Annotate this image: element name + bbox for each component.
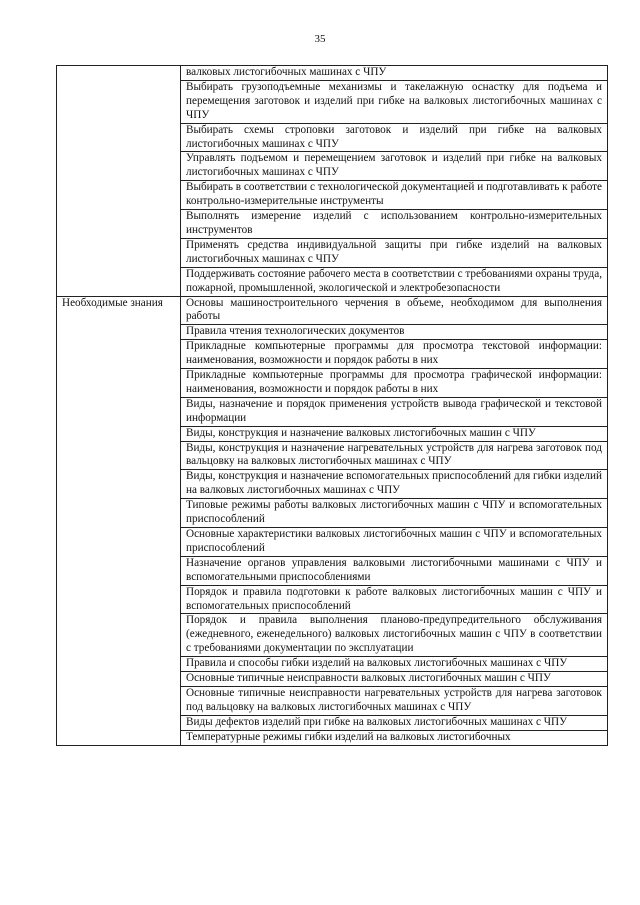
row-item: Виды, конструкция и назначение вспомогательных приспособлений для гибки изделий на валковых листогибочных машинах с ЧПУ bbox=[181, 470, 608, 499]
page-number: 35 bbox=[314, 33, 326, 45]
row-item: Прикладные компьютерные программы для просмотра текстовой информации: наименования, возможности и порядок работы в них bbox=[181, 340, 608, 369]
row-item: Основные типичные неисправности нагревательных устройств для нагрева заготовок под вальцовку на валковых листогибочных машинах с ЧПУ bbox=[181, 686, 608, 715]
row-item: Правила и способы гибки изделий на валковых листогибочных машинах с ЧПУ bbox=[181, 657, 608, 672]
row-item: Прикладные компьютерные программы для просмотра графической информации: наименования, возможности и порядок работы в них bbox=[181, 369, 608, 398]
table-body bbox=[57, 66, 608, 746]
row-label: Необходимые знания bbox=[57, 296, 181, 745]
row-item: Виды, назначение и порядок применения устройств вывода графической и текстовой информации bbox=[181, 397, 608, 426]
row-item: Основы машиностроительного черчения в объеме, необходимом для выполнения работы bbox=[181, 296, 608, 325]
row-item: валковых листогибочных машинах с ЧПУ bbox=[181, 66, 608, 81]
row-item: Основные типичные неисправности валковых листогибочных машин с ЧПУ bbox=[181, 672, 608, 687]
row-item: Поддерживать состояние рабочего места в соответствии с требованиями охраны труда, пожарной, промышленной, экологической и электробезопасности bbox=[181, 267, 608, 296]
table-row bbox=[57, 66, 608, 81]
row-item: Назначение органов управления валковыми листогибочными машинами с ЧПУ и вспомогательными приспособлениями bbox=[181, 556, 608, 585]
row-item: Выбирать схемы строповки заготовок и изделий при гибке на валковых листогибочных машинах с ЧПУ bbox=[181, 123, 608, 152]
row-item: Управлять подъемом и перемещением заготовок и изделий при гибке на валковых листогибочных машинах с ЧПУ bbox=[181, 152, 608, 181]
row-item: Основные характеристики валковых листогибочных машин с ЧПУ и вспомогательных приспособлений bbox=[181, 528, 608, 557]
table-row bbox=[57, 296, 608, 325]
row-item: Виды, конструкция и назначение нагревательных устройств для нагрева заготовок под вальцовку на валковых листогибочных машинах с ЧПУ bbox=[181, 441, 608, 470]
row-label bbox=[57, 66, 181, 297]
row-item: Выполнять измерение изделий с использованием контрольно-измерительных инструментов bbox=[181, 210, 608, 239]
row-item: Типовые режимы работы валковых листогибочных машин с ЧПУ и вспомогательных приспособлений bbox=[181, 499, 608, 528]
requirements-table bbox=[56, 65, 608, 746]
row-item: Виды дефектов изделий при гибке на валковых листогибочных машинах с ЧПУ bbox=[181, 715, 608, 730]
row-item: Применять средства индивидуальной защиты при гибке изделий на валковых листогибочных машинах с ЧПУ bbox=[181, 238, 608, 267]
row-item: Виды, конструкция и назначение валковых листогибочных машин с ЧПУ bbox=[181, 426, 608, 441]
row-item: Температурные режимы гибки изделий на валковых листогибочных bbox=[181, 730, 608, 745]
row-item: Порядок и правила подготовки к работе валковых листогибочных машин с ЧПУ и вспомогательных приспособлений bbox=[181, 585, 608, 614]
row-item: Порядок и правила выполнения планово-предупредительного обслуживания (ежедневного, еженедельного) валковых листогибочных машин с ЧПУ в соответствии с требованиями документации по эксплуатации bbox=[181, 614, 608, 657]
row-item: Выбирать в соответствии с технологической документацией и подготавливать к работе контрольно-измерительные инструменты bbox=[181, 181, 608, 210]
row-item: Выбирать грузоподъемные механизмы и такелажную оснастку для подъема и перемещения заготовок и изделий при гибке на валковых листогибочных машинах с ЧПУ bbox=[181, 80, 608, 123]
row-item: Правила чтения технологических документов bbox=[181, 325, 608, 340]
